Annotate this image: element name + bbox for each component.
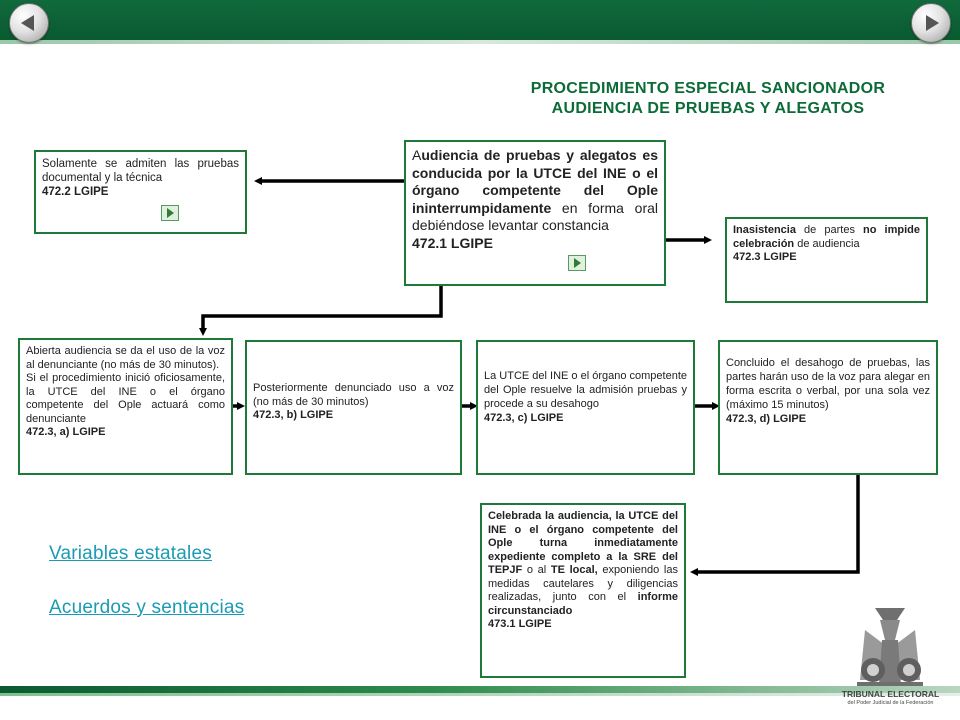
- main-bold-text: udiencia de pruebas y alegatos es conducida por la UTCE del INE o el órgano competente del Ople ininterrumpidamente: [412, 147, 658, 216]
- main-first-letter: A: [412, 147, 422, 163]
- title-line-1: PROCEDIMIENTO ESPECIAL SANCIONADOR: [530, 80, 886, 97]
- logo-line-2: del Poder Judicial de la Federación: [847, 700, 934, 706]
- logo-line-1: TRIBUNAL ELECTORAL: [841, 689, 940, 699]
- pruebas-text: Solamente se admiten las pruebas documental y la técnica: [42, 158, 239, 184]
- main-rest-text: en forma oral debiéndose levantar constancia: [412, 199, 658, 233]
- celebrada-bold-2: TE local,: [550, 564, 598, 576]
- tribunal-logo-text: [838, 690, 943, 708]
- abierta-ref: 472.3, a) LGIPE: [26, 426, 106, 438]
- abierta-text-2: Si el procedimiento inició oficiosamente, la UTCE del INE o el órgano competente del Ople actuará como denunciante: [26, 372, 225, 425]
- variables-estatales-link[interactable]: Variables estatales: [49, 543, 212, 564]
- inasistencia-box: [725, 217, 928, 303]
- footer-band: [0, 686, 960, 693]
- pruebas-ref: 472.2 LGIPE: [42, 186, 109, 198]
- footer-band-light: [0, 693, 960, 696]
- posteriormente-text: Posteriormente denunciado uso a voz (no más de 30 minutos): [253, 382, 454, 408]
- celebrada-text-1: o al: [522, 564, 551, 576]
- posteriormente-box: [245, 340, 462, 475]
- main-ref: 472.1 LGIPE: [412, 234, 493, 251]
- celebrada-ref: 473.1 LGIPE: [488, 618, 552, 630]
- utce-box: [476, 340, 695, 475]
- concluido-box: [718, 340, 938, 475]
- concluido-ref: 472.3, d) LGIPE: [726, 413, 807, 425]
- play-icon[interactable]: [161, 205, 179, 221]
- pruebas-box: [34, 150, 247, 234]
- utce-ref: 472.3, c) LGIPE: [484, 412, 564, 424]
- utce-text: La UTCE del INE o el órgano competente del Ople resuelve la admisión pruebas y procede a su desahogo: [484, 370, 688, 410]
- celebrada-bold-1: Celebrada la audiencia, la UTCE del INE o el órgano competente del Ople turna inmediatamente expediente completo a la SRE del TEPJF: [488, 510, 678, 576]
- play-icon[interactable]: [568, 255, 586, 271]
- acuerdos-sentencias-link[interactable]: Acuerdos y sentencias: [49, 597, 245, 618]
- inasistencia-ref: 472.3 LGIPE: [733, 251, 797, 263]
- inasistencia-bold-2: no impide celebración: [733, 224, 920, 250]
- inasistencia-text-1: de partes: [795, 224, 864, 236]
- audiencia-main-box: [404, 140, 666, 286]
- posteriormente-ref: 472.3, b) LGIPE: [253, 409, 334, 421]
- arrow-to-celebrada: [694, 475, 858, 572]
- inasistencia-text-2: de audiencia: [794, 237, 860, 250]
- abierta-text-1: Abierta audiencia se da el uso de la voz al denunciante (no más de 30 minutos).: [26, 345, 225, 371]
- title-line-2: AUDIENCIA DE PRUEBAS Y ALEGATOS: [551, 100, 865, 117]
- concluido-text: Concluido el desahogo de pruebas, las partes harán uso de la voz para alegar en forma escrita o verbal, por una sola vez (máximo 15 minutos): [726, 357, 930, 411]
- inasistencia-bold-1: Inasistencia: [733, 224, 796, 236]
- celebrada-box: [480, 503, 686, 678]
- abierta-box: [18, 338, 233, 475]
- arrow-to-abierta: [203, 286, 441, 332]
- celebrada-bold-3: informe circunstanciado: [488, 591, 678, 617]
- celebrada-text-2: exponiendo las medidas cautelares y diligencias realizadas, junto con el: [488, 564, 678, 603]
